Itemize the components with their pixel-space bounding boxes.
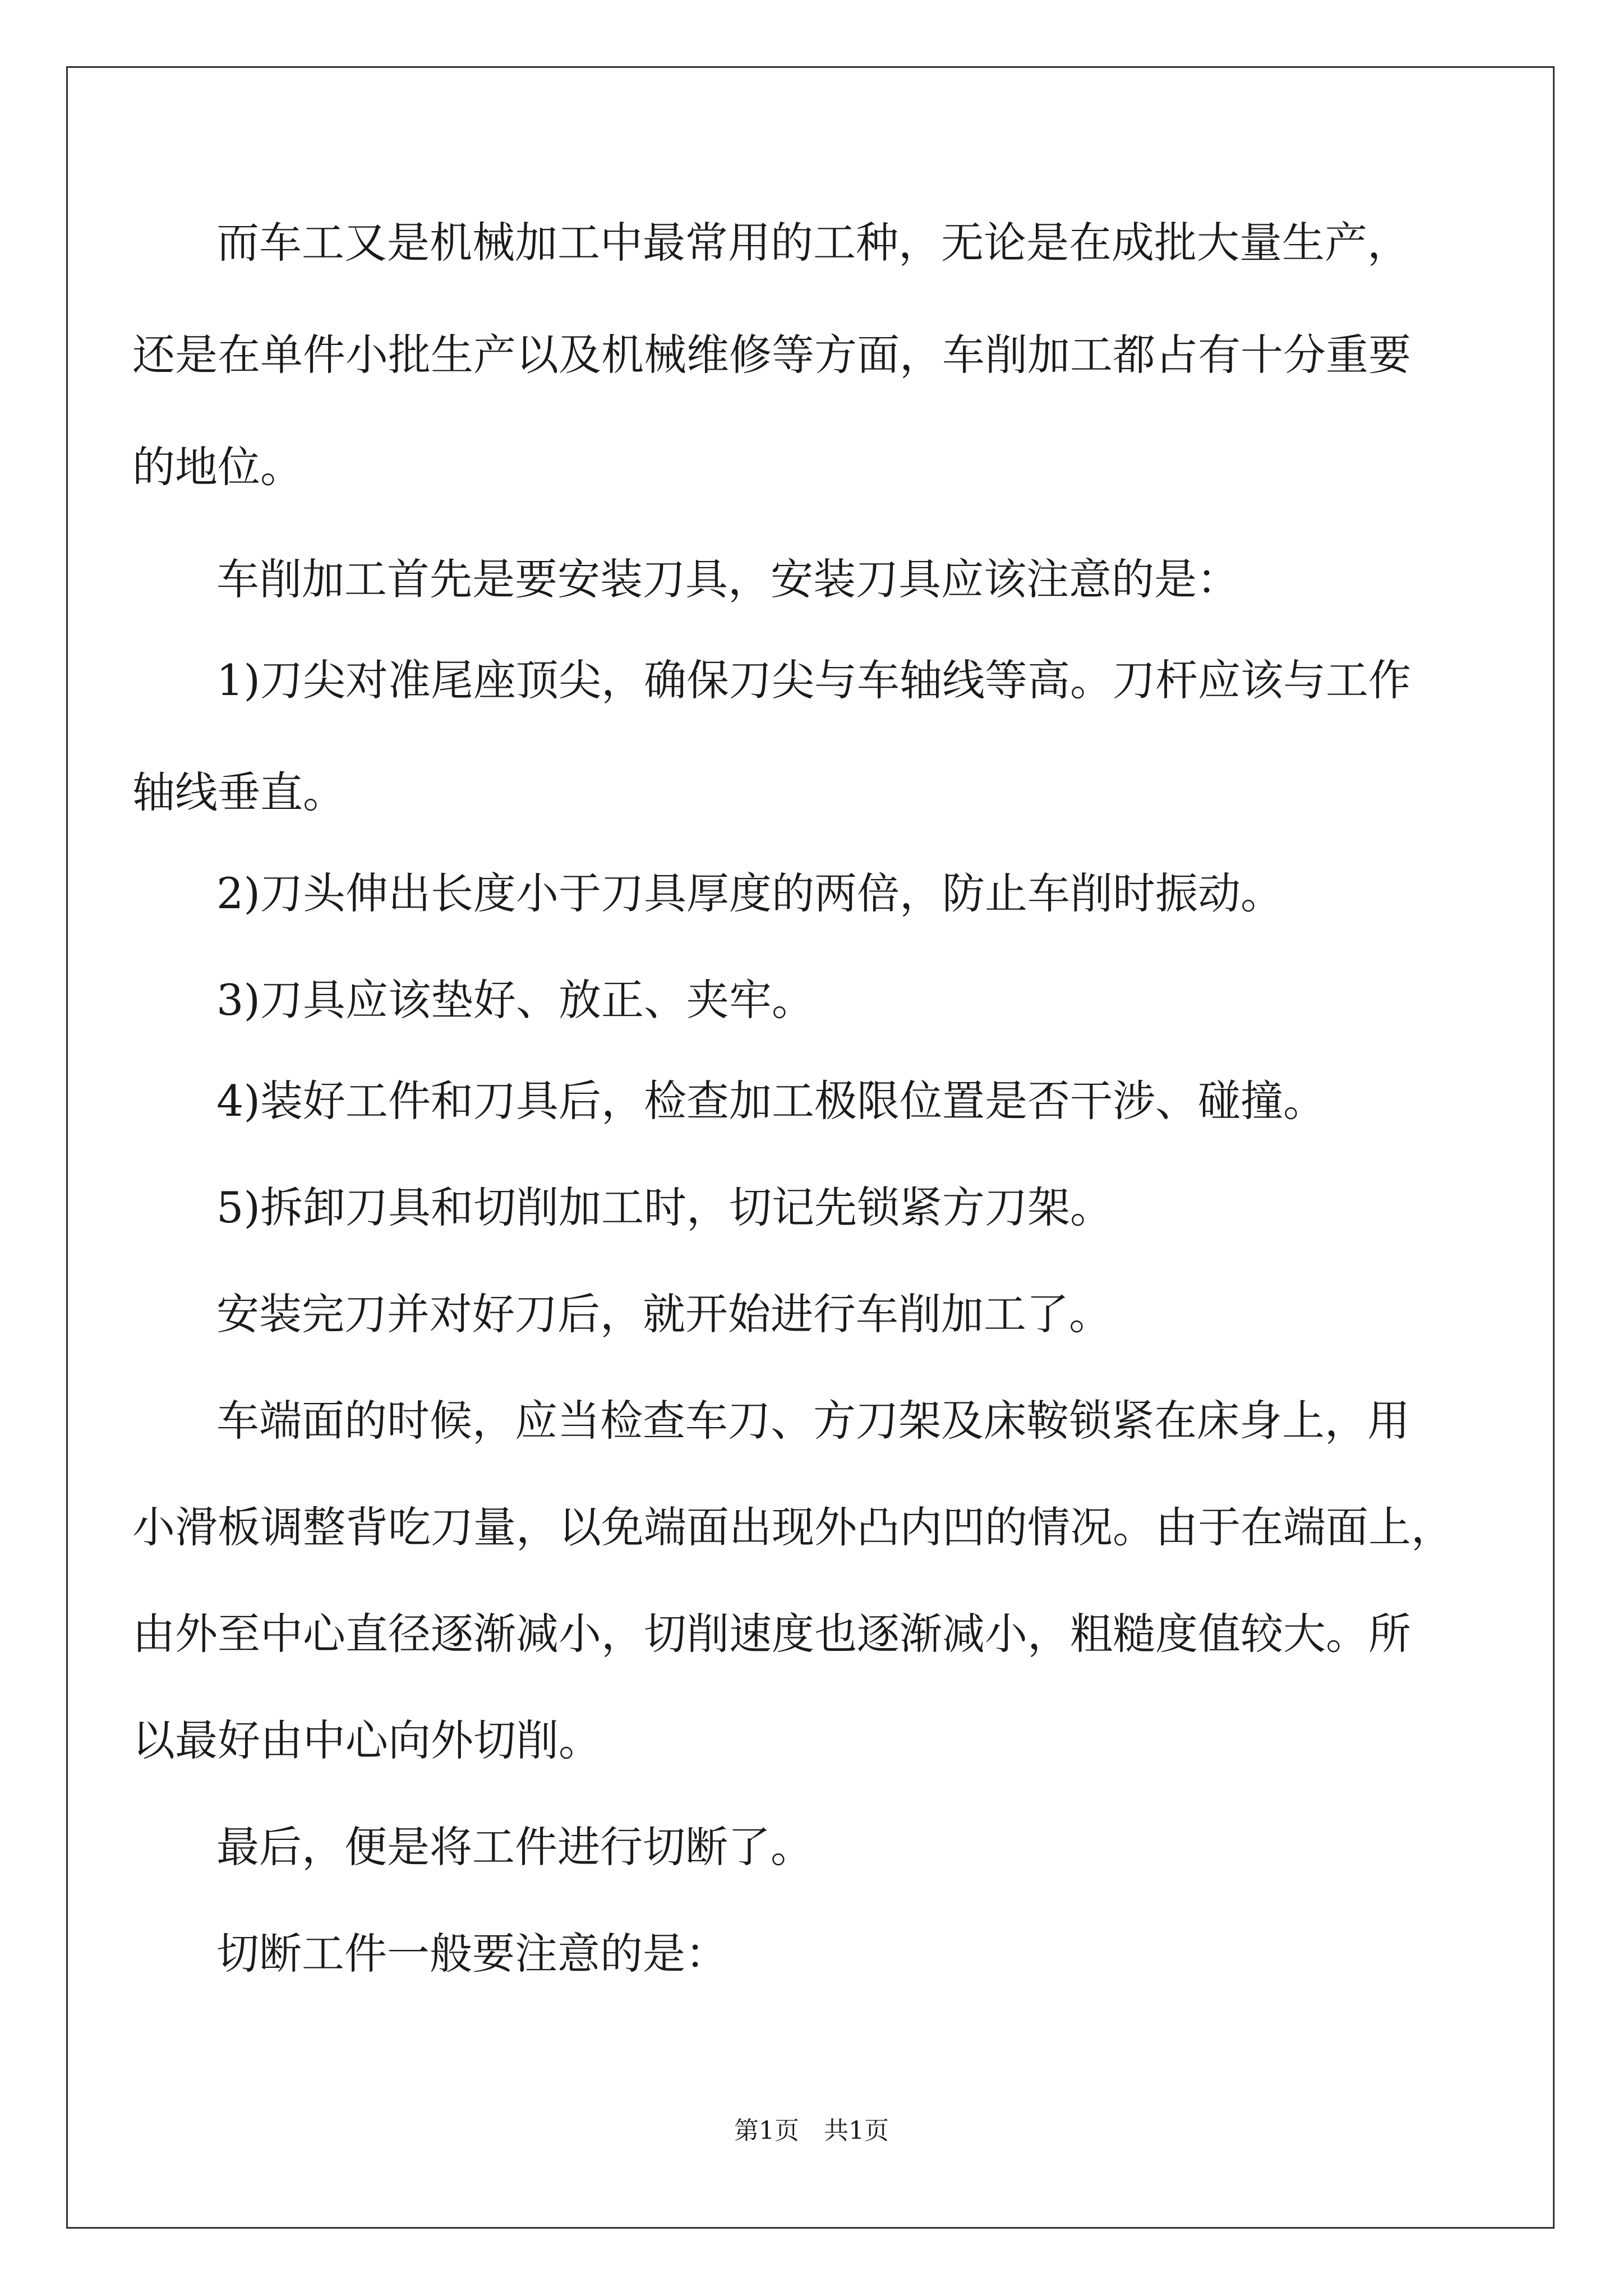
paragraph-line: 还是在单件小批生产以及机械维修等方面，车削加工都占有十分重要 [132,330,1411,380]
paragraph-line: 2)刀头伸出长度小于刀具厚度的两倍，防止车削时振动。 [216,868,1284,918]
page-number-current: 第1页 [734,2116,799,2145]
page-number-total: 共1页 [824,2116,889,2145]
paragraph-line: 安装完刀并对好刀后，就开始进行车削加工了。 [216,1289,1112,1339]
paragraph-line: 4)装好工件和刀具后，检查加工极限位置是否干涉、碰撞。 [216,1076,1326,1126]
paragraph-line: 5)拆卸刀具和切削加工时，切记先锁紧方刀架。 [216,1182,1113,1232]
paragraph-line: 3)刀具应该垫好、放正、夹牢。 [216,975,815,1025]
paragraph-line: 以最好由中心向外切削。 [132,1715,601,1765]
paragraph-line: 车端面的时候，应当检查车刀、方刀架及床鞍锁紧在床身上，用 [216,1396,1410,1446]
paragraph-line: 小滑板调整背吃刀量，以免端面出现外凸内凹的情况。由于在端面上， [132,1502,1454,1552]
page-footer [0,2116,1623,2145]
paragraph-line: 切断工件一般要注意的是： [216,1929,728,1978]
paragraph-line: 1)刀尖对准尾座顶尖，确保刀尖与车轴线等高。刀杆应该与工作 [216,655,1412,705]
paragraph-line: 的地位。 [132,442,303,492]
paragraph-line: 最后，便是将工件进行切断了。 [216,1822,813,1872]
page-border [66,66,1555,2229]
paragraph-line: 车削加工首先是要安装刀具，安装刀具应该注意的是： [216,554,1239,604]
paragraph-line: 由外至中心直径逐渐减小，切削速度也逐渐减小，粗糙度值较大。所 [132,1609,1411,1659]
paragraph-line: 而车工又是机械加工中最常用的工种，无论是在成批大量生产， [216,218,1410,268]
paragraph-line: 轴线垂直。 [132,767,345,817]
